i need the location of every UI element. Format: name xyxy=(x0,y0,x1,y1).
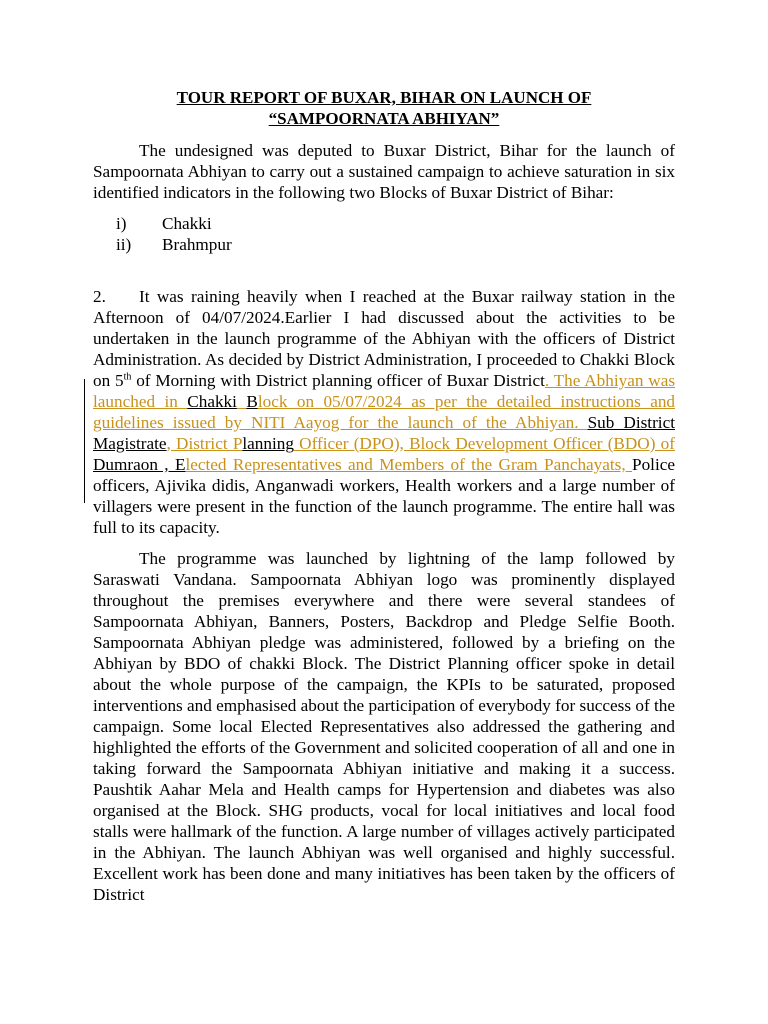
underlined-chakki: Chakki xyxy=(187,392,237,411)
underlined-sdm: Sub District Magistrate xyxy=(93,413,675,453)
tracked-insertion-4: Officer (DPO), Block Development Officer (BDO) of xyxy=(293,434,675,453)
underlined-b: B xyxy=(246,392,258,411)
tracked-insertion-3: , District P xyxy=(166,434,243,453)
document-body xyxy=(93,87,675,905)
report-title-line-1: TOUR REPORT OF BUXAR, BIHAR ON LAUNCH OF xyxy=(176,88,592,107)
paragraph-number: 2. xyxy=(93,287,106,306)
paragraph-3: The programme was launched by lightning of the lamp followed by Saraswati Vandana. Sampoornata Abhiyan logo was prominently displayed throughout the premises everywhere and there were several standees of Sampoornata Abhiyan, Banners, Posters, Backdrop and Pledge Selfie Booth. Sampoornata Abhiyan pledge was administered, followed by a briefing on the Abhiyan by BDO of chakki Block. The District Planning officer spoke in detail about the whole purpose of the campaign, the KPIs to be saturated, proposed interventions and emphasised about the participation of everybody for success of the campaign. Some local Elected Representatives also addressed the gathering and highlighted the efforts of the Government and solicited cooperation of all and one in taking forward the Sampoornata Abhiyan initiative and making it a success. Paushtik Aahar Mela and Health camps for Hypertension and diabetes was also organised at the Block. SHG products, vocal for local initiatives and local food stalls were hallmark of the function. A large number of villages actively participated in the Abhiyan. The launch Abhiyan was well organised and highly successful. Excellent work has been done and many initiatives has been taken by the officers of District xyxy=(93,549,675,904)
report-title-line-2: “SAMPOORNATA ABHIYAN” xyxy=(268,109,500,128)
para2-text-a: It was raining heavily when I reached at the Buxar railway station in the Afternoon of 04/07/2024.Earlier I had discussed about the activities to be undertaken in the launch programme of the Abhiyan with the officers of District Administration. As decided by District Administration, I proceeded to Chakki Block on 5 xyxy=(93,287,675,390)
para2-text-c: Police officers, Ajivika didis, Anganwadi workers, Health workers and a large number of villagers were present in the function of the launch programme. The entire hall was full to its capacity. xyxy=(93,455,675,537)
ordinal-suffix: th xyxy=(123,371,132,383)
list-item-number: ii) xyxy=(116,235,132,254)
list-item-text: Chakki xyxy=(162,214,212,233)
tracked-insertion-1: . The Abhiyan was launched in xyxy=(93,371,676,411)
underlined-dumraon: Dumraon , E xyxy=(93,455,186,474)
paragraph-2 xyxy=(93,286,675,538)
blocks-list xyxy=(93,213,675,255)
tracked-insertion-5: lected Representatives and Members of the Gram Panchayats, xyxy=(185,455,633,474)
list-item xyxy=(93,234,675,255)
para2-text-b: of Morning with District planning officer of Buxar District xyxy=(131,371,545,390)
list-item xyxy=(93,213,675,234)
intro-paragraph: The undesigned was deputed to Buxar District, Bihar for the launch of Sampoornata Abhiyan to carry out a sustained campaign to achieve saturation in six identified indicators in the following two Blocks of Buxar District of Bihar: xyxy=(93,141,675,202)
list-item-text: Brahmpur xyxy=(162,235,232,254)
underlined-lanning: lanning xyxy=(242,434,294,453)
tracked-space xyxy=(237,392,246,411)
tracked-insertion-2: lock on 05/07/2024 as per the detailed instructions and guidelines issued by NITI Aayog for the launch of the Abhiyan. xyxy=(93,392,676,432)
revision-change-bar xyxy=(84,379,85,503)
list-item-number: i) xyxy=(116,214,127,233)
